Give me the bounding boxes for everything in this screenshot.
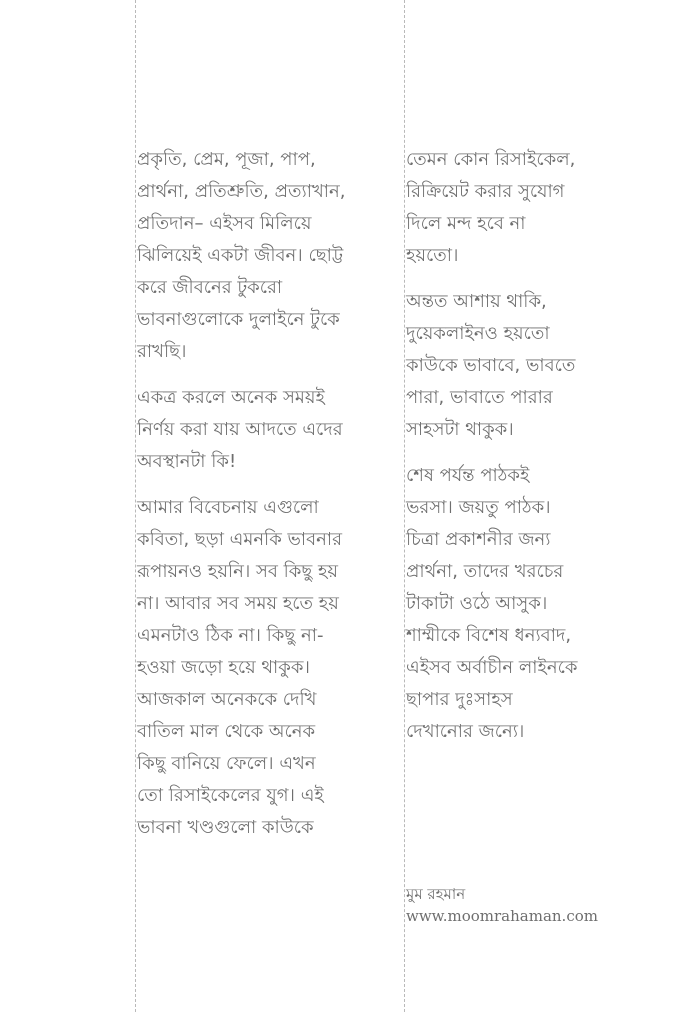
- hope-paragraph: অন্তত আশায় থাকি, দুয়েকলাইনও হয়তো কাউকে ভাবাবে, ভাবতে পারা, ভাবাতে পারার সাহসটা থাকুক।: [406, 291, 576, 440]
- right-text-column: [406, 144, 668, 762]
- recycle-paragraph: তেমন কোন রিসাইকেল, রিক্রিয়েট করার সুযোগ দিলে মন্দ হবে না হয়তো।: [406, 149, 576, 266]
- position-paragraph: একত্র করলে অনেক সময়ই নির্ণয় করা যায় আদতে এদের অবস্থানটা কি!: [137, 387, 343, 472]
- intro-paragraph: প্রকৃতি, প্রেম, পূজা, পাপ, প্রার্থনা, প্রতিশ্রুতি, প্রত্যাখান, প্রতিদান– এইসব মিলিয়ে ঝিলিয়েই একটা জীবন। ছোট্ট করে জীবনের টুকরো ভাবনাগুলোকে দুলাইনে টুকে রাখছি।: [137, 149, 346, 362]
- author-name: মুম রহমান: [406, 885, 466, 903]
- left-margin-guide: [135, 0, 136, 1012]
- left-text-column: [137, 144, 399, 858]
- consideration-paragraph: আমার বিবেচনায় এগুলো কবিতা, ছড়া এমনকি ভাবনার রূপায়নও হয়নি। সব কিছু হয় না। আবার সব সময় হতে হয় এমনটাও ঠিক না। কিছু না- হওয়া জড়ো হয়ে থাকুক। আজকাল অনেককে দেখি বাতিল মাল থেকে অনেক কিছু বানিয়ে ফেলে। এখন তো রিসাইকেলের যুগ। এই ভাবনা খণ্ডগুলো কাউকে: [137, 497, 343, 838]
- right-margin-guide: [404, 0, 405, 1012]
- signature-block: [406, 883, 668, 927]
- thanks-paragraph: শেষ পর্যন্ত পাঠকই ভরসা। জয়তু পাঠক। চিত্রা প্রকাশনীর জন্য প্রার্থনা, তাদের খরচের টাকাটা ওঠে আসুক। শাম্মীকে বিশেষ ধন্যবাদ, এইসব অর্বাচীন লাইনকে ছাপার দুঃসাহস দেখানোর জন্যে।: [406, 465, 578, 742]
- author-website: www.moomrahaman.com: [406, 907, 598, 925]
